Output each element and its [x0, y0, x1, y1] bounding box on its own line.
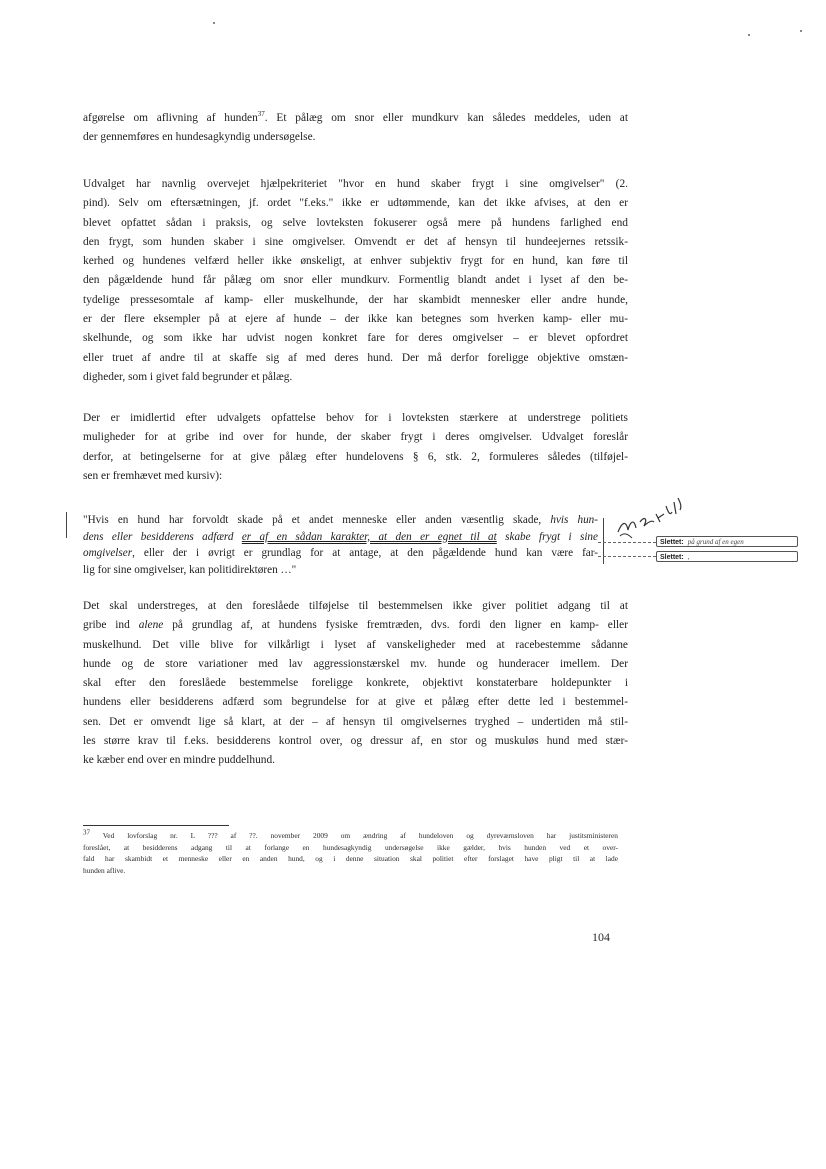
quote-line-1: "Hvis en hund har forvoldt skade på et andet menneske eller anden væsentlig skade,: [83, 514, 551, 526]
p5-line: muskelhund. Det ville blive for vilkårligt i lyset af vanskeligheder med at racebestemme sådanne: [83, 638, 628, 651]
paragraph-1: [83, 109, 628, 148]
p2-line: kerhed og hundenes velfærd heller ikke ønskeligt, at enhver subjektiv frygt for en hund, kan føre til: [83, 255, 628, 268]
p5-line: hundens eller besidderens adfærd som begrundelse for at give et pålæg efter dette led i bestemmel-: [83, 696, 628, 709]
p1-line-1-tail: . Et pålæg om snor eller mundkurv kan således meddeles, uden at: [264, 112, 628, 124]
p5-line: gribe ind alene på grundlag af, at hundens fysiske fremtræden, dvs. fordi den ligner en kamp- eller: [83, 619, 629, 632]
deletion-label: Slettet:: [660, 554, 684, 561]
deletion-balloon-1[interactable]: [656, 536, 798, 547]
handwritten-note: [614, 492, 684, 542]
p5-line: Det skal understreges, at den foreslåede tilføjelse til bestemmelsen ikke giver politiet adgang til at: [83, 600, 628, 612]
paragraph-3: [83, 409, 628, 486]
quote-italic-insert: hvis hun-: [550, 514, 599, 526]
quote-italic-insert: dens eller besidderens adfærd: [83, 530, 242, 543]
p5-line: hunde og de store variationer med lav aggressionstærskel mv. hunde og hunderacer imellem. Der: [83, 657, 628, 670]
p2-line: digheder, som i givet fald begrunder et pålæg.: [83, 370, 293, 383]
scan-speck: [800, 30, 802, 32]
p2-line: er der flere eksempler på at ejere af hunde – der ikke kan betegnes som hverken kamp- eller mu-: [83, 313, 628, 326]
deletion-label: Slettet:: [660, 539, 684, 546]
quote-italic-insert: omgivelser: [83, 547, 133, 559]
p2-line: eller truet af andre til at skaffe sig af med deres hund. Der må derfor foreligge objektive omstæn-: [83, 351, 628, 364]
change-bar-left: [66, 512, 67, 538]
comment-connector: [598, 556, 656, 557]
p3-line: sen er fremhævet med kursiv):: [83, 469, 223, 482]
footnote-separator: [83, 825, 229, 826]
p5-line: ke kæber end over en mindre puddelhund.: [83, 754, 276, 767]
p1-line-1: afgørelse om aflivning af hunden: [83, 112, 258, 124]
scan-speck: [213, 22, 215, 24]
tracked-insertion[interactable]: er af en sådan karakter, at den er egnet til at: [241, 530, 497, 543]
p2-line: Udvalget har navnlig overvejet hjælpekriteriet "hvor en hund skaber frygt i sine omgivelser" (2.: [83, 178, 628, 190]
p2-line: den frygt, som hunden skaber i sine omgivelser. Omvendt er det af hensyn til hundeejernes retssik-: [83, 235, 628, 248]
change-bar-right: [603, 518, 604, 564]
footnote-number: 37: [83, 828, 90, 837]
p2-line: den pågældende hund får pålæg om snor eller mundkurv. Formentlig blandt andet i lyset af den be-: [83, 274, 628, 287]
p2-line: skelhunde, og som ikke har udvist nogen konkret fare for deres omgivelser – er blevet opfordret: [83, 332, 628, 345]
p1-line-2: der gennemføres en hundesagkyndig undersøgelse.: [83, 131, 316, 144]
deletion-text: på grund af en egen: [687, 538, 744, 546]
p2-line: tydelige pressesomtale af kamp- eller muskelhunde, der har skambidt mennesker eller andre hunde,: [83, 293, 628, 306]
proposed-text-quote: [83, 512, 598, 578]
p2-line: blevet opfattet sådan i praksis, og selve lovteksten fokuserer også mere på hundens farlighed end: [83, 216, 628, 229]
footnote-line: foreslået, at besidderens adgang til at forlange en hundesagkyndig undersøgelse ikke gælder, hvis hunden ved et over-: [83, 842, 618, 852]
footnote-ref[interactable]: 37: [257, 110, 265, 119]
page-number: 104: [592, 930, 610, 944]
paragraph-5: [83, 597, 628, 771]
p5-line: skal efter den foreslåede bestemmelse foreligge konkrete, objektivt konstaterbare holdepunkter i: [83, 677, 628, 690]
p3-line: muligheder for at gribe ind over for hunde, der skaber frygt i deres omgivelser. Udvalget foreslår: [83, 431, 628, 444]
p3-line: Der er imidlertid efter udvalgets opfattelse behov for i lovteksten stærkere at understrege politiets: [83, 412, 628, 424]
deletion-balloon-2[interactable]: [656, 551, 798, 562]
footnote-line: hunden aflive.: [83, 865, 126, 875]
deletion-text: ,: [687, 553, 690, 561]
emphasis-alene: alene: [138, 619, 164, 632]
quote-italic-insert: skabe frygt i sine: [496, 530, 598, 543]
footnote-line: Ved lovforslag nr. L ??? af ??. november 2009 om ændring af hundeloven og dyreværnsloven har justitsministeren: [90, 831, 618, 840]
p2-line: pind). Selv om eftersætningen, jf. ordet "f.eks." ikke er udtømmende, kan det ikke afvises, at den er: [83, 197, 628, 210]
p3-line: derfor, at betingelserne for at give pålæg efter hundelovens § 6, stk. 2, formuleres således (tilføjel-: [83, 450, 628, 463]
p5-line: les større krav til f.eks. besidderens kontrol over, og dressur af, en stor og muskuløs hund med stær-: [83, 735, 628, 748]
paragraph-2: [83, 175, 628, 387]
p5-line: sen. Det er omvendt lige så klart, at der – af hensyn til omgivelsernes tryghed – undertiden må stil-: [83, 715, 628, 728]
comment-connector: [598, 542, 656, 543]
footnote-line: fald har skambidt et menneske eller en anden hund, og i denne situation skal politiet efter forslaget have pligt til at lade: [83, 854, 618, 864]
footnote: [83, 830, 618, 876]
quote-line-4: lig for sine omgivelser, kan politidirektøren …": [83, 563, 297, 576]
scan-speck: [748, 34, 750, 36]
quote-line-3: , eller der i øvrigt er grundlag for at antage, at den pågældende hund kan være far-: [132, 547, 598, 559]
